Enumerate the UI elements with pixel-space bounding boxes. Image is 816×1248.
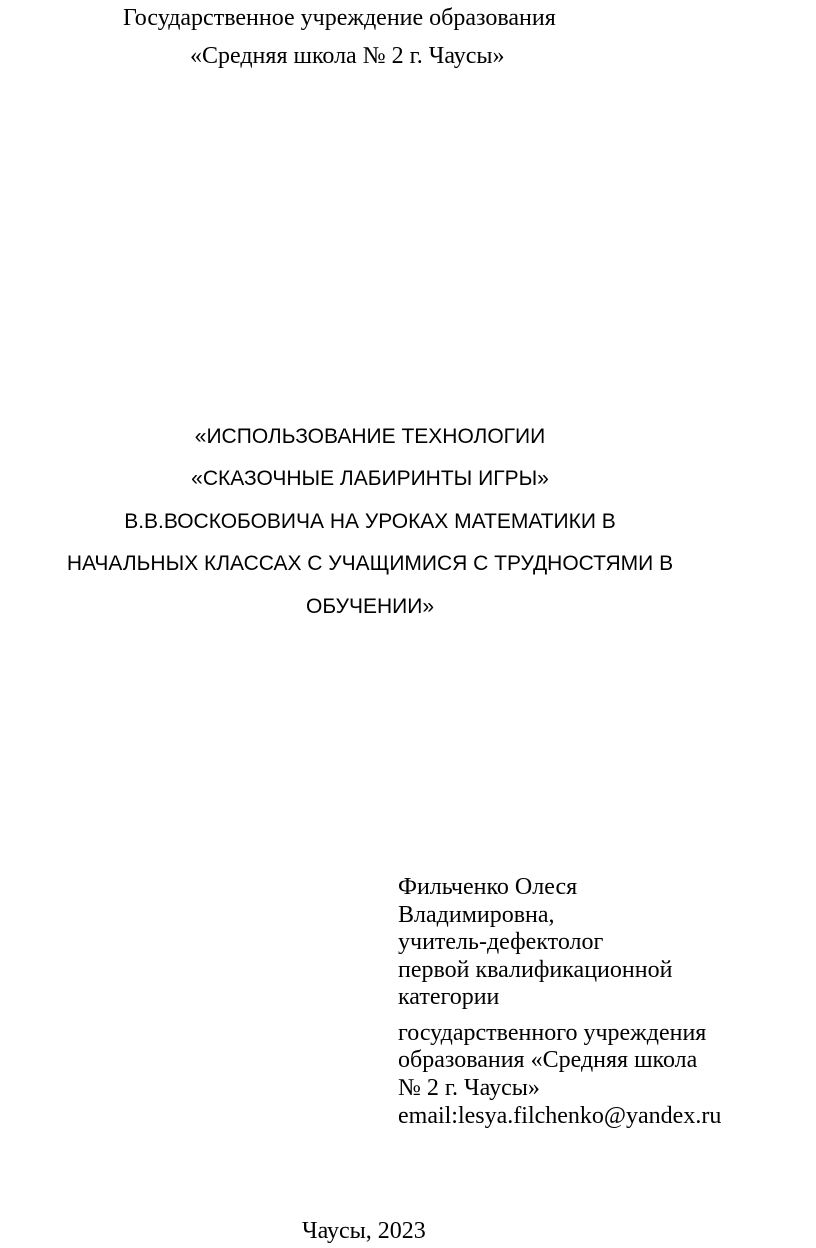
author-email: email:lesya.filchenko@yandex.ru: [398, 1103, 722, 1129]
header-line-2: «Средняя школа № 2 г. Чаусы»: [190, 43, 505, 69]
header-line-1: Государственное учреждение образования: [123, 5, 556, 31]
title-line-1: «ИСПОЛЬЗОВАНИЕ ТЕХНОЛОГИИ: [194, 425, 546, 448]
title-line-3: В.В.ВОСКОБОВИЧА НА УРОКАХ МАТЕМАТИКИ В: [124, 510, 616, 533]
title-line-5: ОБУЧЕНИИ»: [305, 595, 434, 618]
author-line-3: учитель-дефектолог: [398, 929, 604, 955]
author-line-1: Фильченко Олеся: [398, 874, 578, 900]
author-line-6: государственного учреждения: [398, 1020, 707, 1046]
author-line-8: № 2 г. Чаусы»: [398, 1075, 540, 1101]
title-line-2: «СКАЗОЧНЫЕ ЛАБИРИНТЫ ИГРЫ»: [191, 467, 549, 490]
author-line-4: первой квалификационной: [398, 957, 673, 983]
place-year: Чаусы, 2023: [302, 1218, 426, 1244]
title-line-4: НАЧАЛЬНЫХ КЛАССАХ С УЧАЩИМИСЯ С ТРУДНОСТЯМИ В: [66, 552, 674, 575]
author-line-7: образования «Средняя школа: [398, 1047, 698, 1073]
author-line-5: категории: [398, 984, 500, 1010]
author-line-2: Владимировна,: [398, 902, 555, 928]
